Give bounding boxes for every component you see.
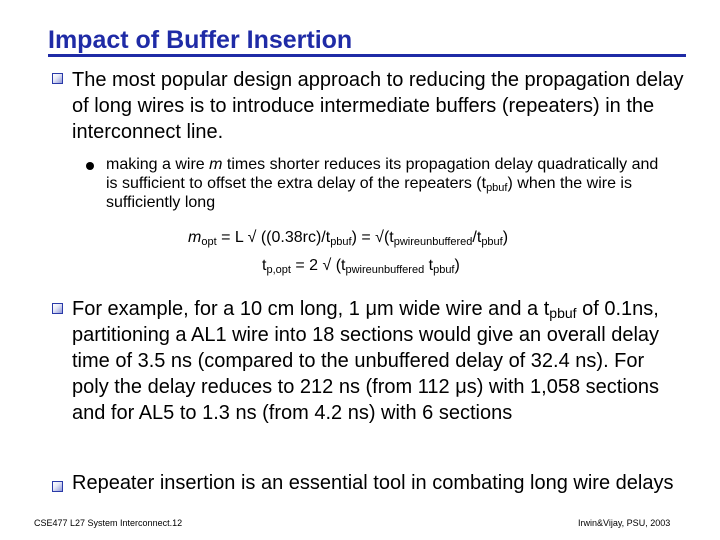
formula-tp-opt: $t_{p,opt} = 2$ √ ($t_{pwireunbuffered}$ $t_{pbuf}$) <box>262 257 460 276</box>
square-bullet-icon <box>52 303 63 314</box>
footer-left: CSE477 L27 System Interconnect.12 <box>34 518 183 528</box>
slide-title: Impact of Buffer Insertion <box>48 26 353 54</box>
sub-bullet-text: making a wire m times shorter reduces its propagation delay quadratically and is sufficient to offset the extra delay of the repeaters $(t_{pbuf})$ when the wire is sufficiently long <box>106 156 659 211</box>
title-underline <box>48 54 686 57</box>
square-bullet-icon <box>52 73 63 84</box>
formula-m-opt: $m_{opt} = L$ √ $((0.38rc)/t_{pbuf}) = √(t_{pwireunbuffered}/t_{pbuf})$ <box>188 229 509 248</box>
round-bullet-icon <box>86 162 94 170</box>
bullet-1-text: The most popular design approach to reducing the propagation delay of long wires is to introduce intermediate buffers (repeaters) in the interconnect line. <box>72 69 684 143</box>
square-bullet-icon <box>52 481 63 492</box>
bullet-3-text: Repeater insertion is an essential tool in combating long wire delays <box>72 472 674 494</box>
footer-right: Irwin&Vijay, PSU, 2003 <box>578 518 671 528</box>
bullet-2-text: For example, for a 10 cm long, 1 μm wide wire and a $t_{pbuf}$ of 0.1ns, partitioning a AL1 wire into 18 sections would give an overall delay time of 3.5 ns (compared to the unbuffered delay of 32.4 ns). For poly the delay reduces to 212 ns (from 112 μs) with 1,058 sections and for AL5 to 1.3 ns (from 4.2 ns) with 6 sections <box>72 298 660 424</box>
